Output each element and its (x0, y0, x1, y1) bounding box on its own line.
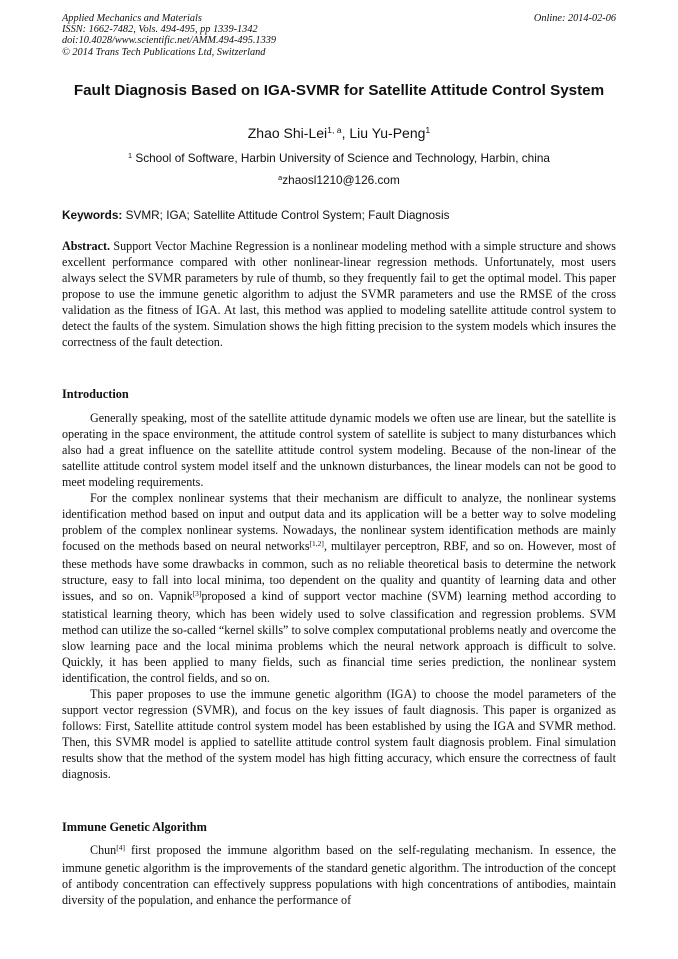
author-separator: , (341, 125, 350, 141)
keywords (62, 208, 616, 222)
citation-1-2: [1,2] (309, 538, 324, 548)
intro-p2-text-c: proposed a kind of support vector machine (SVM) learning method according to statistical learning theory, which has been widely used to solve classification and regression problems. SVM method can utilize the so-called “kernel skills” to solve complex computational problems neatly and overcome the slow learning pace and the local minima problems which the neural network approach is difficult to solve. Quickly, it has been applied to many fields, such as financial time series prediction, the nonlinear system identification, the control fields, and so on. (62, 589, 617, 685)
author-2-superscript: 1 (425, 125, 431, 136)
intro-paragraph-1: Generally speaking, most of the satellite attitude dynamic models we often use are linear, but the satellite is operating in the space environment, the attitude control system of satellite is subject to many disturbances which also had a great influence on the satellite attitude control system modeling. Because of the non-linear of the satellite attitude control system model itself and the unknown disturbances, the linear models can not be good to meet modeling requirements. (62, 411, 616, 489)
section-heading-iga: Immune Genetic Algorithm (62, 820, 207, 834)
abstract-text: Support Vector Machine Regression is a nonlinear modeling method with a simple structure and shows excellent performance compared with other nonlinear-linear regression methods. Unfortunately, most users always select the SVMR parameters by rule of thumb, so they frequently fail to get the optimal model. This paper propose to use the immune genetic algorithm to adjust the SVMR parameters and use the RMSE of the cross validation as the fitness of IGA. At last, this method was applied to modeling satellite attitude control system to detect the faults of the system. Simulation shows the high fitting precision to the system models which insures the correctness of the fault detection. (62, 239, 616, 349)
iga-p1-text-a: Chun (90, 843, 117, 857)
author-1-superscript: 1, a (327, 125, 342, 136)
doi-line: doi:10.4028/www.scientific.net/AMM.494-495.1339 (62, 35, 277, 47)
author-1: Zhao Shi-Lei (247, 125, 328, 141)
citation-3: [3] (192, 588, 202, 598)
affiliation-superscript: 1 (128, 150, 133, 160)
iga-body (62, 842, 616, 908)
email-address: zhaosl1210@126.com (282, 173, 400, 187)
journal-header (62, 13, 616, 58)
affiliation (62, 151, 616, 167)
email (62, 173, 616, 189)
intro-p2-text-a: For the complex nonlinear systems that their mechanism are difficult to analyze, the nonlinear systems identification method based on input and output data and its application will be a better way to solve modeling problem of the complex nonlinear systems. Nowadays, the nonlinear system identification methods are mainly focused on the methods based on neural networks (62, 491, 616, 553)
issn-line: ISSN: 1662-7482, Vols. 494-495, pp 1339-1342 (62, 24, 258, 36)
abstract-label: Abstract. (62, 239, 111, 253)
iga-paragraph-1 (62, 842, 616, 908)
paper-title: Fault Diagnosis Based on IGA-SVMR for Satellite Attitude Control System (73, 82, 605, 99)
keywords-text: SVMR; IGA; Satellite Attitude Control System; Fault Diagnosis (122, 208, 450, 222)
section-heading-introduction: Introduction (62, 387, 129, 401)
online-date: Online: 2014-02-06 (533, 13, 616, 24)
intro-paragraph-3: This paper proposes to use the immune genetic algorithm (IGA) to choose the model parameters of the support vector regression (SVMR), and focus on the key issues of fault diagnosis. This paper is organized as follows: First, Satellite attitude control system model has been established by using the IGA and SVMR method. Then, this SVMR model is applied to satellite attitude control system fault diagnosis problem. Final simulation results show that the method of the system model has high fitting accuracy, which ensure the correctness of fault diagnosis. (62, 687, 616, 781)
author-line (62, 124, 616, 144)
affiliation-text: School of Software, Harbin University of Science and Technology, Harbin, china (132, 151, 550, 165)
intro-paragraph-2 (62, 490, 616, 686)
journal-name: Applied Mechanics and Materials (62, 13, 202, 24)
keywords-label: Keywords: (62, 208, 123, 222)
citation-4: [4] (116, 842, 125, 852)
introduction-body (62, 410, 616, 782)
copyright-line: © 2014 Trans Tech Publications Ltd, Switzerland (62, 46, 266, 58)
intro-p2-text-b: , multilayer perceptron, RBF, and so on. However, most of these methods have some drawbacks in common, such as no reliable theoretical basis to determine the network structure, easy to fall into local minima, too dependent on the quality and quantity of learning data and other issues, and so on. Vapnik (62, 539, 616, 603)
author-2: Liu Yu-Peng (349, 125, 426, 141)
email-superscript: a (278, 172, 283, 182)
abstract (62, 238, 616, 350)
iga-p1-text-b: first proposed the immune algorithm based on the self-regulating mechanism. In essence, the immune genetic algorithm is the improvements of the standard genetic algorithm. The introduction of the concept of antibody concentration can effectively suppress populations with high concentrations of antibodies, maintain diversity of the population, and enhance the performance of (62, 843, 616, 907)
